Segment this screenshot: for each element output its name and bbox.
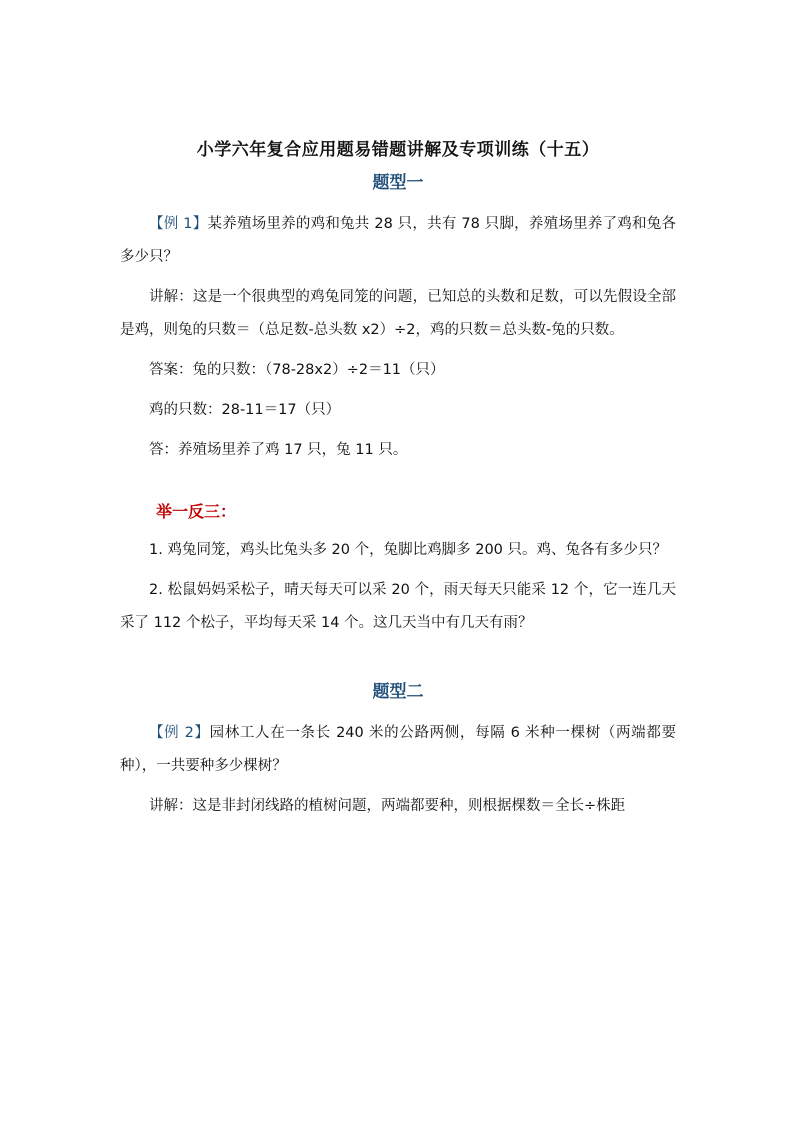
document-body	[120, 138, 676, 823]
document-title: 小学六年复合应用题易错题讲解及专项训练（十五）	[196, 140, 600, 160]
spacer	[120, 783, 676, 790]
practice-title: 举一反三：	[156, 502, 237, 521]
spacer	[120, 347, 676, 354]
example-1-answer-chicken: 鸡的只数：28-11＝17（只）	[149, 402, 341, 418]
section-title-type-2: 题型二	[372, 682, 424, 702]
example-1-final-answer: 答：养殖场里养了鸡 17 只，兔 11 只。	[149, 442, 408, 458]
spacer	[120, 274, 676, 281]
example-1-question	[120, 208, 676, 274]
example-1-answer: 答案：兔的只数：（78-28x2）÷2＝11（只）	[149, 362, 445, 378]
spacer	[120, 640, 676, 680]
example-2-explanation: 讲解：这是非封闭线路的植树问题，两端都要种，则根据棵数＝全长÷株距	[149, 798, 626, 814]
example-1-explanation: 讲解：这是一个很典型的鸡兔同笼的问题，已知总的头数和足数，可以先假设全部是鸡，则兔的只数＝（总足数-总头数 x2）÷2，鸡的只数＝总头数-兔的只数。	[120, 289, 676, 338]
practice-item-2: 2. 松鼠妈妈采松子，晴天每天可以采 20 个，雨天每天只能采 12 个，它一连几天采了 112 个松子，平均每天采 14 个。这几天当中有几天有雨？	[120, 582, 676, 631]
example-2-text: 园林工人在一条长 240 米的公路两侧，每隔 6 米种一棵树（两端都要种），一共要种多少棵树？	[120, 725, 676, 774]
section-title-type-1: 题型一	[372, 173, 424, 193]
spacer	[120, 467, 676, 497]
spacer	[120, 427, 676, 434]
example-1-text: 某养殖场里养的鸡和兔共 28 只，共有 78 只脚，养殖场里养了鸡和兔各多少只？	[120, 216, 676, 265]
spacer	[120, 567, 676, 574]
example-2-question	[120, 717, 676, 783]
example-1-tag: 【例 1】	[149, 216, 208, 232]
example-2-tag: 【例 2】	[149, 725, 210, 741]
practice-item-1: 1. 鸡兔同笼，鸡头比兔头多 20 个，兔脚比鸡脚多 200 只。鸡、兔各有多少只？	[149, 542, 668, 558]
spacer	[120, 387, 676, 394]
spacer	[120, 527, 676, 534]
